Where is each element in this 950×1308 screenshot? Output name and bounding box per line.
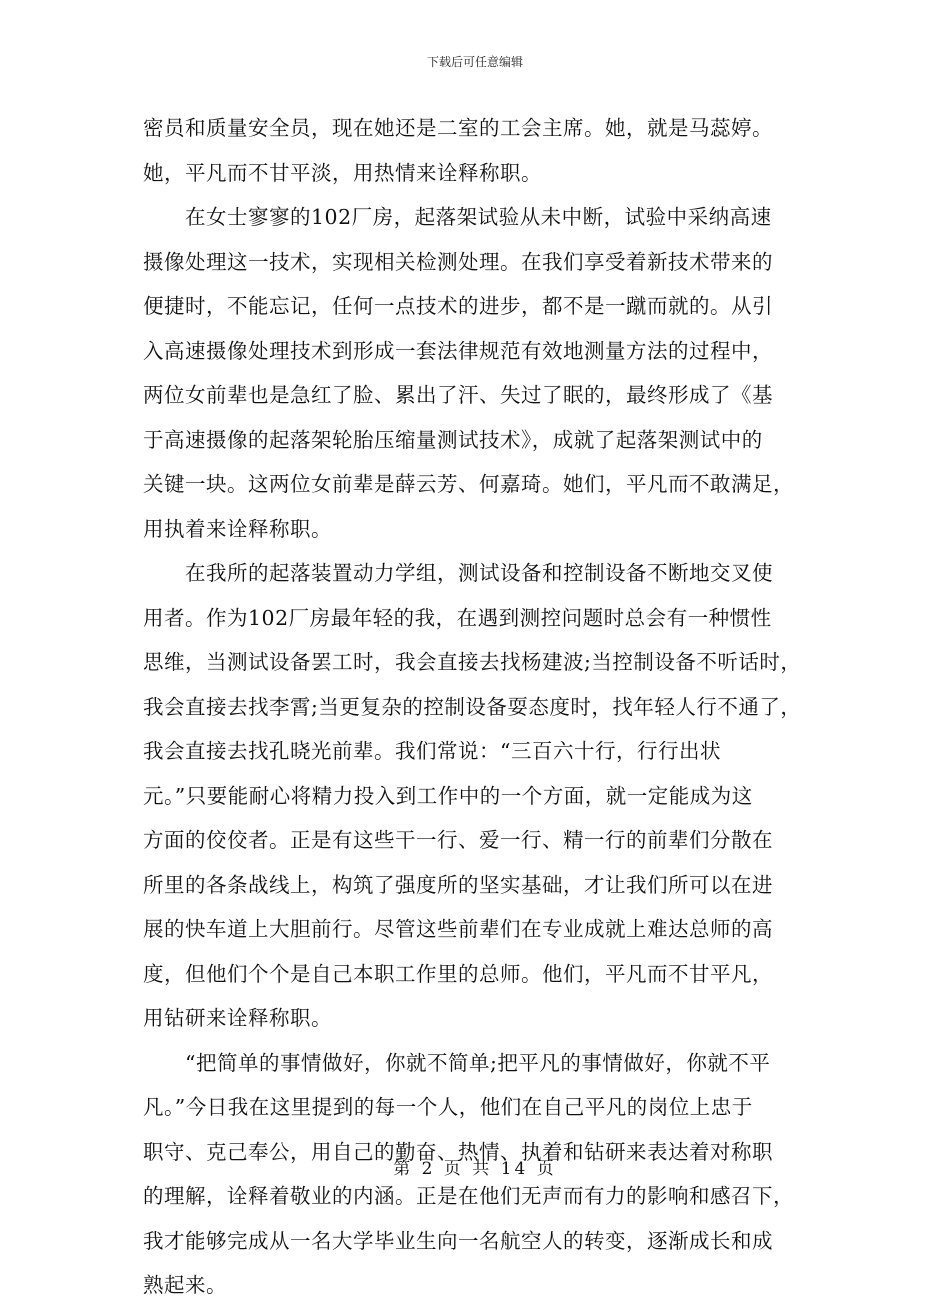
text-line: 关键一块。这两位女前辈是薛云芳、何嘉琦。她们，平凡而不敢满足， xyxy=(143,472,794,496)
body-text xyxy=(143,106,813,1308)
text-line: 她，平凡而不甘平淡，用热情来诠释称职。 xyxy=(143,160,542,185)
text-line: 度，但他们个个是自己本职工作里的总师。他们，平凡而不甘平凡， xyxy=(143,961,773,986)
text-line: 入高速摄像处理技术到形成一套法律规范有效地测量方法的过程中， xyxy=(143,338,773,363)
text-line: 熟起来。 xyxy=(143,1273,227,1297)
text-line: 方面的佼佼者。正是有这些干一行、爱一行、精一行的前辈们分散在 xyxy=(143,828,773,852)
text-line: 用执着来诠释称职。 xyxy=(143,516,332,541)
text-line: 在我所的起落装置动力学组，测试设备和控制设备不断地交叉使 xyxy=(143,561,773,585)
text-line: 的理解，诠释着敬业的内涵。正是在他们无声而有力的影响和感召下， xyxy=(143,1184,794,1208)
text-line: 所里的各条战线上，构筑了强度所的坚实基础，才让我们所可以在进 xyxy=(143,872,773,897)
text-line: 两位女前辈也是急红了脸、累出了汗、失过了眠的，最终形成了《基 xyxy=(143,383,773,407)
text-line: 凡。”今日我在这里提到的每一个人，他们在自己平凡的岗位上忠于 xyxy=(143,1095,753,1119)
text-line: 职守、克己奉公，用自己的勤奋、热情、执着和钻研来表达着对称职 xyxy=(143,1139,773,1164)
text-line: 展的快车道上大胆前行。尽管这些前辈们在专业成就上难达总师的高 xyxy=(143,917,773,941)
page-number: 第 2 页 共 14 页 xyxy=(393,1159,557,1179)
text-line: 便捷时，不能忘记，任何一点技术的进步，都不是一蹴而就的。从引 xyxy=(143,294,773,318)
text-line: 思维，当测试设备罢工时，我会直接去找杨建波;当控制设备不听话时， xyxy=(143,650,802,674)
text-line: 用者。作为102厂房最年轻的我，在遇到测控问题时总会有一种惯性 xyxy=(143,605,772,630)
text-line: 摄像处理这一技术，实现相关检测处理。在我们享受着新技术带来的 xyxy=(143,249,773,274)
text-line: 密员和质量安全员，现在她还是二室的工会主席。她，就是马蕊婷。 xyxy=(143,116,773,140)
text-line: “把简单的事情做好，你就不简单;把平凡的事情做好，你就不平 xyxy=(143,1050,771,1075)
text-line: 我才能够完成从一名大学毕业生向一名航空人的转变，逐渐成长和成 xyxy=(143,1228,773,1253)
header-note: 下载后可任意编辑 xyxy=(426,55,523,69)
text-line: 于高速摄像的起落架轮胎压缩量测试技术》，成就了起落架测试中的 xyxy=(143,427,763,452)
text-line: 我会直接去找孔晓光前辈。我们常说：“三百六十行，行行出状 xyxy=(143,739,721,763)
text-line: 用钻研来诠释称职。 xyxy=(143,1006,332,1030)
text-line: 在女士寥寥的102厂房，起落架试验从未中断，试验中采纳高速 xyxy=(143,205,772,229)
text-line: 我会直接去找李霄;当更复杂的控制设备耍态度时，找年轻人行不通了， xyxy=(143,694,802,719)
text-line: 元。”只要能耐心将精力投入到工作中的一个方面，就一定能成为这 xyxy=(143,783,753,808)
